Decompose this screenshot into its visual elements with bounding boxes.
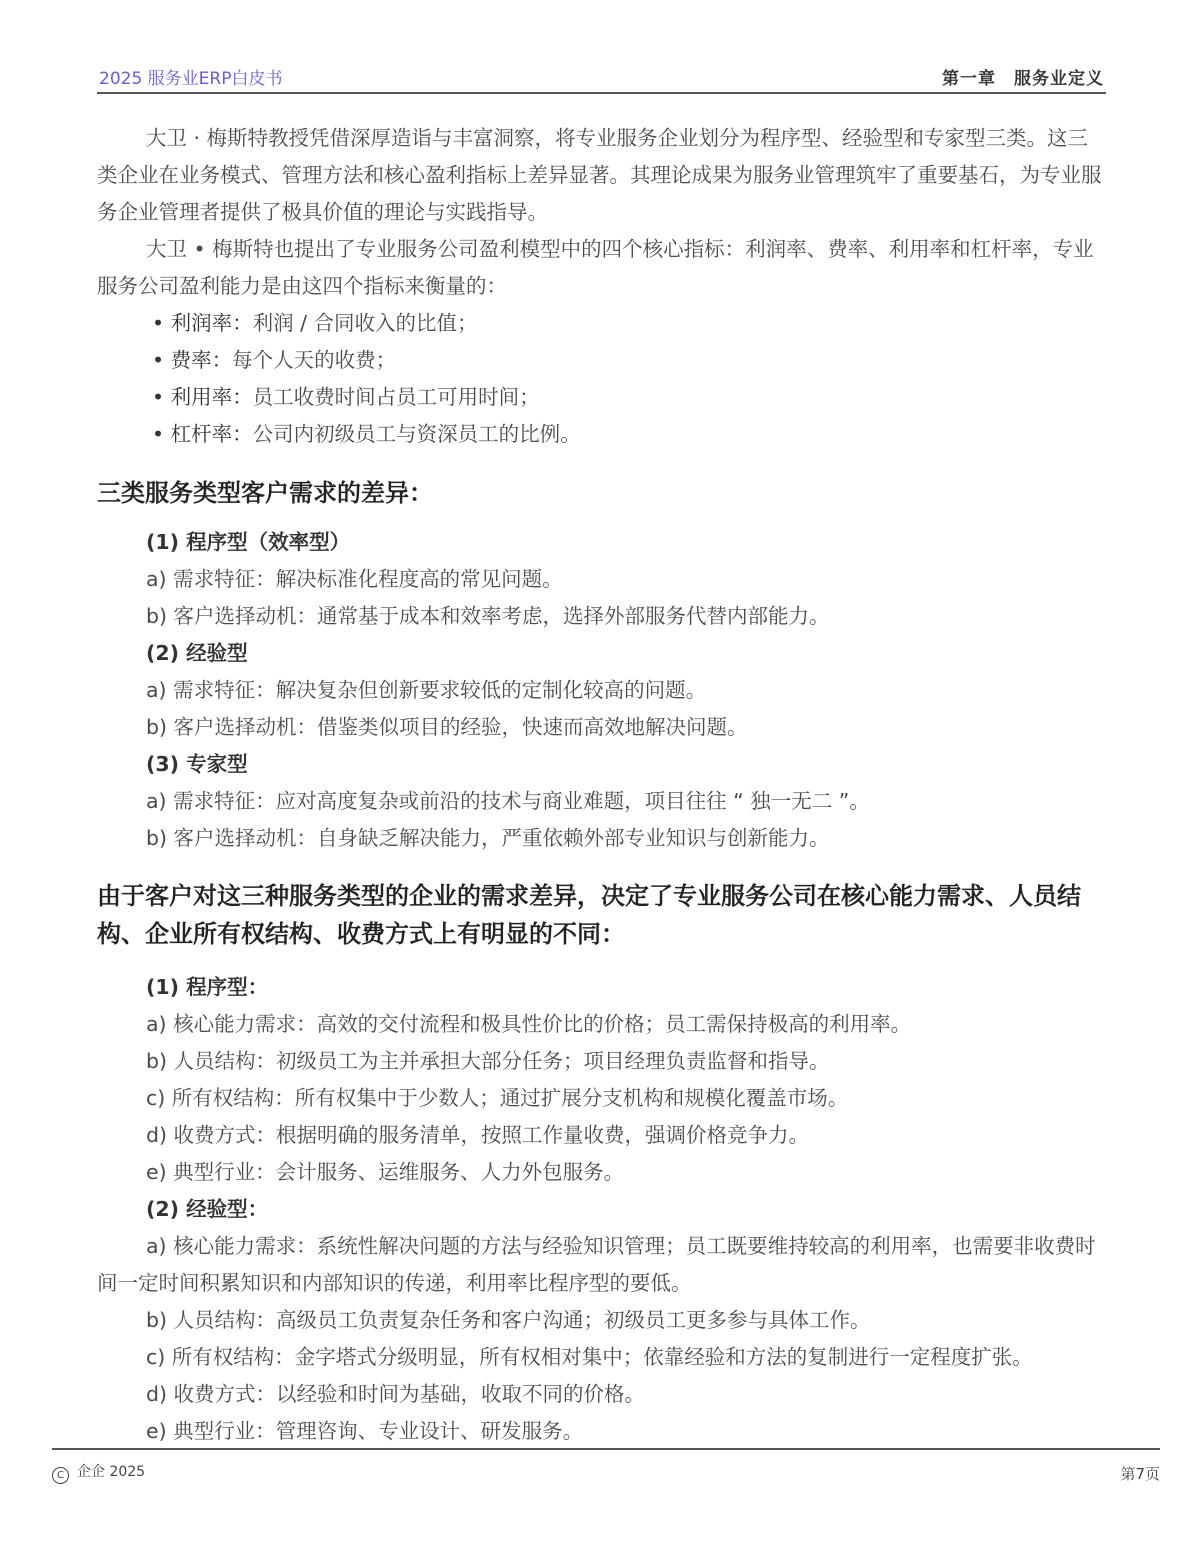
copyright-text: 企企 2025 (77, 1464, 146, 1480)
intro-paragraph-2: 大卫 • 梅斯特也提出了专业服务公司盈利模型中的四个核心指标：利润率、费率、利用率和杠杆率，专业服务公司盈利能力是由这四个指标来衡量的： (97, 237, 1094, 298)
bullet-text: 每个人天的收费； (232, 348, 397, 372)
bullet-text: 员工收费时间占员工可用时间； (252, 385, 540, 409)
list-item: b) 客户选择动机：通常基于成本和效率考虑，选择外部服务代替内部能力。 (146, 604, 830, 628)
bullet-item (97, 379, 1107, 416)
list-item: b) 客户选择动机：借鉴类似项目的经验，快速而高效地解决问题。 (146, 715, 748, 739)
bullet-label: 杠杆率： (170, 422, 253, 446)
list-item: b) 客户选择动机：自身缺乏解决能力，严重依赖外部专业知识与创新能力。 (146, 826, 830, 850)
list-item: a) 需求特征：解决标准化程度高的常见问题。 (146, 567, 563, 591)
list-item: b) 人员结构：高级员工负责复杂任务和客户沟通；初级员工更多参与具体工作。 (146, 1308, 871, 1332)
document-title: 2025 服务业ERP白皮书 (99, 69, 283, 89)
list-item: d) 收费方式：根据明确的服务清单，按照工作量收费，强调价格竞争力。 (146, 1123, 810, 1147)
list-item: c) 所有权结构：所有权集中于少数人；通过扩展分支机构和规模化覆盖市场。 (146, 1086, 849, 1110)
list-item: e) 典型行业：会计服务、运维服务、人力外包服务。 (146, 1160, 625, 1184)
page-number: 第7页 (1120, 1465, 1160, 1483)
list-item: d) 收费方式：以经验和时间为基础，收取不同的价格。 (146, 1382, 646, 1406)
intro-paragraph-1: 大卫 · 梅斯特教授凭借深厚造诣与丰富洞察，将专业服务企业划分为程序型、经验型和专家型三类。这三类企业在业务模式、管理方法和核心盈利指标上差异显著。其理论成果为服务业管理筑牢了重要基石，为专业服务企业管理者提供了极具价值的理论与实践指导。 (97, 126, 1102, 224)
list-item: a) 需求特征：应对高度复杂或前沿的技术与商业难题，项目往往 “ 独一无二 ”。 (146, 789, 870, 813)
list-item: a) 需求特征：解决复杂但创新要求较低的定制化较高的问题。 (146, 678, 707, 702)
bullet-text: 利润 / 合同收入的比值； (252, 311, 478, 335)
bullet-dot-icon: • (152, 311, 171, 335)
list-item: a) 核心能力需求：系统性解决问题的方法与经验知识管理；员工既要维持较高的利用率，也需要非收费时间一定时间积累知识和内部知识的传递，利用率比程序型的要低。 (97, 1234, 1096, 1295)
bullet-label: 利润率： (170, 311, 253, 335)
type-heading-experience: (2) 经验型： (146, 1197, 269, 1221)
type-heading-expert: (3) 专家型 (146, 752, 248, 776)
bullet-label: 费率： (170, 348, 233, 372)
type-heading-procedural: (1) 程序型（效率型） (146, 530, 351, 554)
page-header (97, 62, 1106, 94)
footer-copyright (52, 1461, 145, 1484)
section-2-heading: 由于客户对这三种服务类型的企业的需求差异，决定了专业服务公司在核心能力需求、人员结构、企业所有权结构、收费方式上有明显的不同： (97, 882, 1081, 948)
list-item: c) 所有权结构：金字塔式分级明显，所有权相对集中；依靠经验和方法的复制进行一定程度扩张。 (146, 1345, 1033, 1369)
bullet-text: 公司内初级员工与资深员工的比例。 (252, 422, 581, 446)
list-item: e) 典型行业：管理咨询、专业设计、研发服务。 (146, 1419, 584, 1443)
section-1-heading: 三类服务类型客户需求的差异： (97, 479, 433, 507)
bullet-item (97, 305, 1107, 342)
list-item: b) 人员结构：初级员工为主并承担大部分任务；项目经理负责监督和指导。 (146, 1049, 830, 1073)
page-content (97, 120, 1107, 1450)
type-heading-experience: (2) 经验型 (146, 641, 248, 665)
bullet-item (97, 416, 1107, 453)
bullet-dot-icon: • (152, 422, 171, 446)
copyright-icon: C (52, 1467, 69, 1484)
bullet-dot-icon: • (152, 348, 171, 372)
chapter-title: 第一章 服务业定义 (942, 69, 1104, 89)
bullet-item (97, 342, 1107, 379)
bullet-dot-icon: • (152, 385, 171, 409)
bullet-label: 利用率： (170, 385, 253, 409)
type-heading-procedural: (1) 程序型： (146, 975, 269, 999)
footer-divider (52, 1448, 1160, 1450)
list-item: a) 核心能力需求：高效的交付流程和极具性价比的价格；员工需保持极高的利用率。 (146, 1012, 912, 1036)
